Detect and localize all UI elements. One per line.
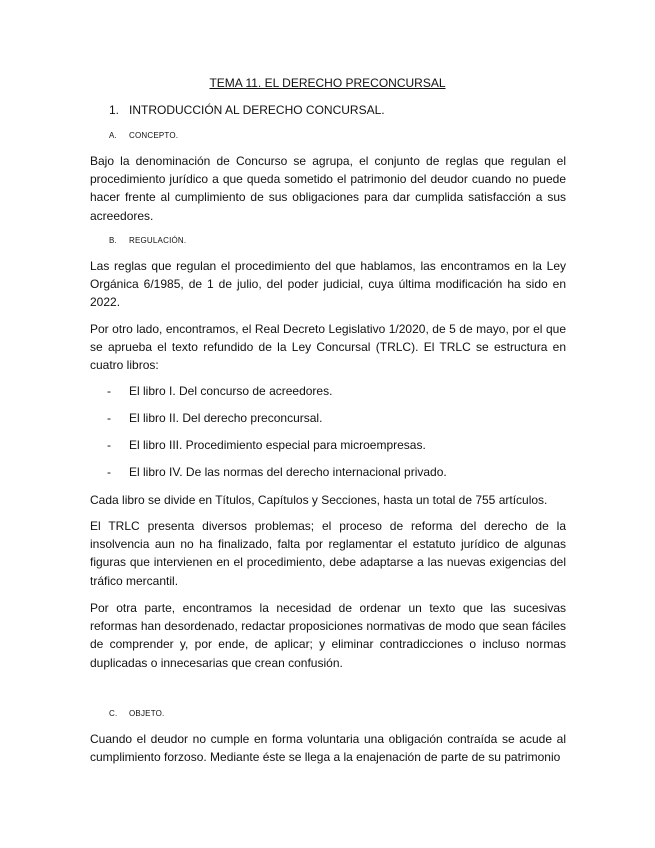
section-number: 1. [109, 103, 120, 117]
document-title: TEMA 11. EL DERECHO PRECONCURSAL [209, 76, 446, 90]
section-heading-introduccion [109, 103, 385, 117]
paragraph-concepto: Bajo la denominación de Concurso se agrupa, el conjunto de reglas que regulan el procedimiento jurídico a que queda sometido el patrimonio del deudor cuando no puede hacer frente al cumplimiento de sus obligaciones para dar cumplida satisfacción a sus acreedores. [90, 154, 566, 223]
list-item-libro-3 [107, 438, 426, 452]
list-item-libro-2 [107, 411, 322, 425]
subheading-regulacion [109, 236, 186, 245]
subheading-letter: A. [109, 131, 117, 140]
subheading-letter: C. [109, 709, 118, 718]
subheading-letter: B. [109, 236, 117, 245]
list-item-libro-1 [107, 384, 332, 398]
paragraph-division-libros: Cada libro se divide en Títulos, Capítulos y Secciones, hasta un total de 755 artículos. [90, 493, 548, 507]
list-item-text: El libro II. Del derecho preconcursal. [129, 411, 323, 425]
list-dash: - [107, 465, 111, 479]
paragraph-objeto: Cuando el deudor no cumple en forma voluntaria una obligación contraída se acude al cumplimiento forzoso. Mediante éste se llega a la enajenación de parte de su patrimonio [90, 732, 566, 765]
paragraph-problemas-trlc: El TRLC presenta diversos problemas; el proceso de reforma del derecho de la insolvencia aun no ha finalizado, falta por reglamentar el estatuto jurídico de algunas figuras que intervienen en el procedimiento, debe adaptarse a las nuevas exigencias del tráfico mercantil. [90, 519, 566, 588]
subheading-concepto [109, 131, 178, 140]
list-item-text: El libro I. Del concurso de acreedores. [129, 384, 333, 398]
section-label: INTRODUCCIÓN AL DERECHO CONCURSAL. [129, 103, 385, 117]
list-item-text: El libro IV. De las normas del derecho internacional privado. [129, 465, 447, 479]
list-item-libro-4 [107, 465, 447, 479]
subheading-label: CONCEPTO. [129, 131, 179, 140]
list-dash: - [107, 411, 111, 425]
list-item-text: El libro III. Procedimiento especial para microempresas. [129, 438, 426, 452]
paragraph-regulacion-ley-organica: Las reglas que regulan el procedimiento del que hablamos, las encontramos en la Ley Orgánica 6/1985, de 1 de julio, del poder judicial, cuya última modificación ha sido en 2022. [90, 259, 566, 310]
paragraph-necesidad-ordenar: Por otra parte, encontramos la necesidad de ordenar un texto que las sucesivas reformas han desordenado, redactar proposiciones normativas de modo que sean fáciles de comprender y, por ende, de aplicar; y eliminar contradicciones o incluso normas duplicadas o innecesarias que crean confusión. [90, 601, 566, 670]
paragraph-regulacion-trlc: Por otro lado, encontramos, el Real Decreto Legislativo 1/2020, de 5 de mayo, por el que se aprueba el texto refundido de la Ley Concursal (TRLC). El TRLC se estructura en cuatro libros: [90, 322, 566, 373]
subheading-label: REGULACIÓN. [129, 236, 187, 245]
subheading-label: OBJETO. [129, 709, 165, 718]
list-dash: - [107, 438, 111, 452]
subheading-objeto [109, 709, 164, 718]
list-dash: - [107, 384, 111, 398]
